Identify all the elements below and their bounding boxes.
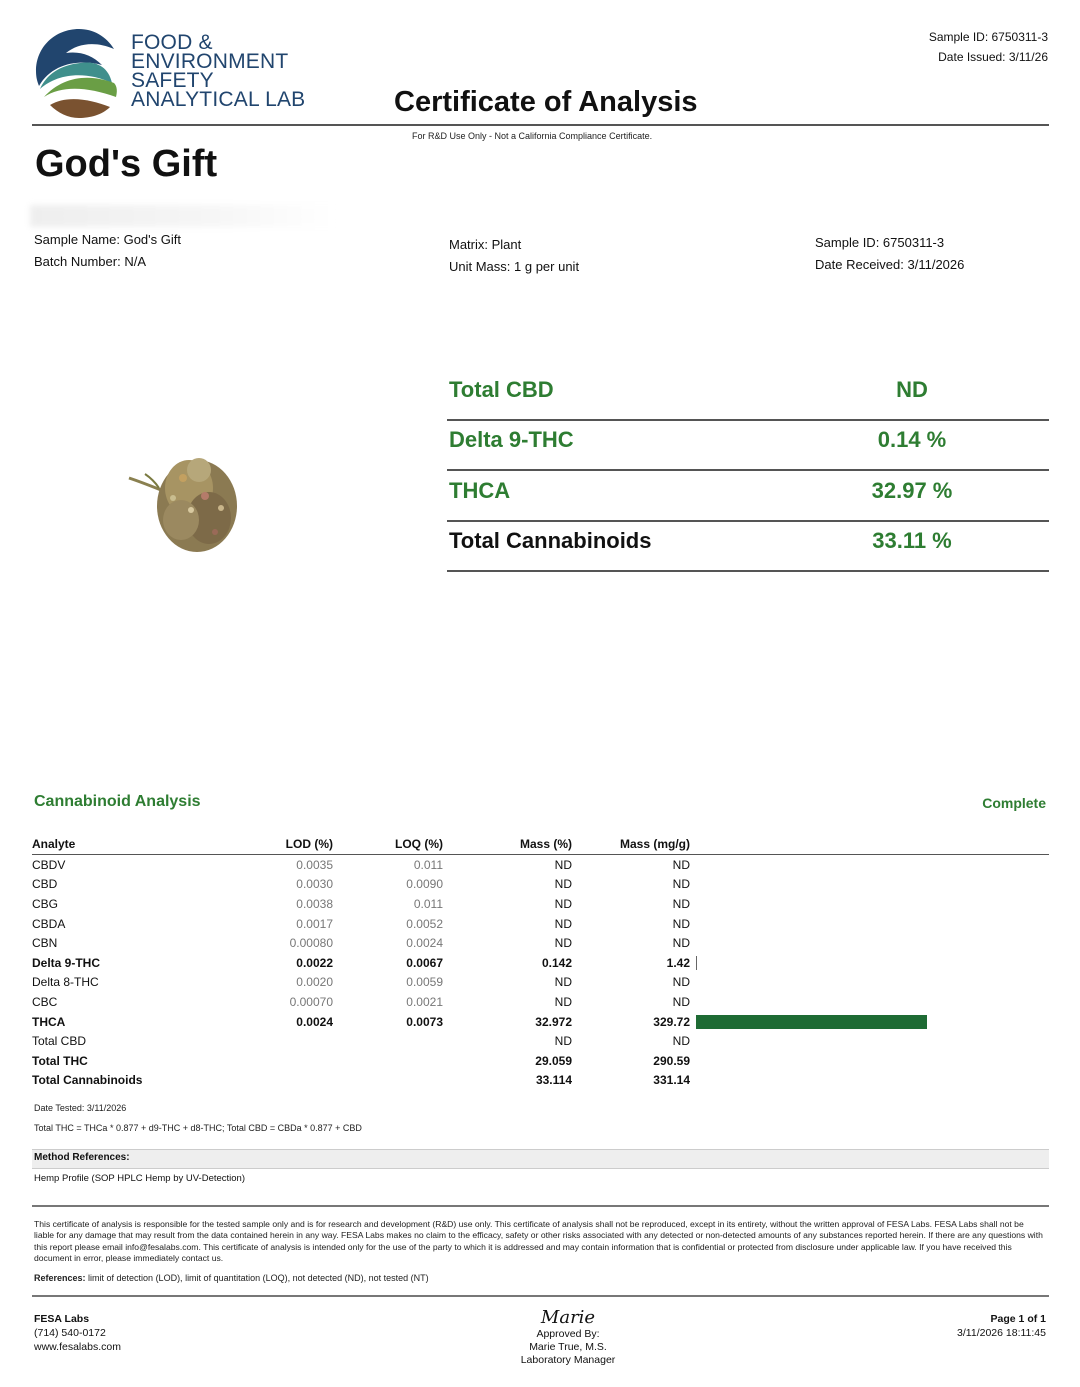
cell-mass-mg: ND (672, 896, 690, 911)
lab-name-line-1: FOOD & (131, 31, 213, 54)
footer-page-block (957, 1312, 1046, 1340)
cell-bar (690, 992, 1049, 1012)
cell-bar (690, 894, 1049, 914)
cell-lod: 0.00080 (289, 936, 333, 951)
cannabinoid-table (32, 836, 1049, 1090)
cell-mass-mg: ND (672, 994, 690, 1009)
footer-approval-block (488, 1308, 648, 1367)
cell-mass-mg: 290.59 (653, 1053, 690, 1068)
cell-mass-pct: ND (554, 896, 572, 911)
cell-loq (333, 1051, 443, 1071)
col-bar (690, 836, 1049, 855)
cell-analyte: Total Cannabinoids (32, 1073, 143, 1088)
cell-bar (690, 973, 1049, 993)
cell-bar (690, 933, 1049, 953)
cell-mass-pct: ND (554, 936, 572, 951)
table-row (32, 894, 1049, 914)
cell-mass-pct: 29.059 (535, 1053, 572, 1068)
summary-row-delta9-thc (447, 419, 1049, 471)
certificate-title: Certificate of Analysis (394, 86, 698, 118)
col-loq: LOQ (%) (333, 836, 443, 855)
mass-bar (696, 956, 697, 970)
cell-mass-pct: ND (554, 877, 572, 892)
cell-lod: 0.0022 (296, 955, 333, 970)
cell-analyte: Total CBD (32, 1034, 87, 1049)
analysis-title: Cannabinoid Analysis (34, 793, 201, 810)
cell-mass-pct: 0.142 (541, 955, 572, 970)
date-tested: Date Tested: 3/11/2026 (34, 1103, 127, 1113)
summary-label: THCA (449, 478, 511, 503)
header-divider (32, 124, 1049, 126)
references-label: References: (34, 1273, 86, 1283)
cell-mass-pct: ND (554, 994, 572, 1009)
cell-lod: 0.0030 (296, 877, 333, 892)
col-analyte: Analyte (32, 836, 222, 855)
total-formula: Total THC = THCa * 0.877 + d9-THC + d8-THC; Total CBD = CBDa * 0.877 + CBD (34, 1123, 362, 1133)
approver-title: Laboratory Manager (520, 1354, 616, 1366)
sample-name: Sample Name: God's Gift (34, 232, 181, 247)
cell-lod (222, 1031, 333, 1051)
col-mass-mg: Mass (mg/g) (572, 836, 690, 855)
footer-company: FESA Labs (34, 1313, 90, 1325)
cell-mass-mg: 1.42 (666, 955, 690, 970)
info-column-middle (449, 234, 579, 278)
cell-loq: 0.0021 (406, 994, 443, 1009)
cell-analyte: CBN (32, 936, 58, 951)
info-column-right (815, 232, 964, 276)
col-lod: LOD (%) (222, 836, 333, 855)
table-body (32, 855, 1049, 1091)
footer-company-block (34, 1312, 121, 1354)
cell-loq: 0.011 (413, 896, 443, 911)
table-row (32, 953, 1049, 973)
table-row (32, 1012, 1049, 1032)
summary-value: 32.97 % (871, 478, 953, 503)
product-name: God's Gift (35, 143, 218, 185)
table-row (32, 1031, 1049, 1051)
disclaimer: This certificate of analysis is responsible for the tested sample only and is for research and development (R&D) use only. This certificate of analysis shall not be reproduced, except in its entirety, without the written approval of FESA Labs. FESA Labs shall not be liable for any damage that may result from the data contained herein in any way. FESA Labs makes no claim to the efficacy, safety or other risks associated with any detected or non-detected amounts of any substances reported herein. If there are any questions with this report please email info@fesalabs.com. This certificate of analysis is intended only for the use of the party to which it is addressed and may contain information that is confidential or protected from disclosure under applicable law. If you have received this document in error, please immediately contact us. (34, 1219, 1043, 1263)
method-label: Method References: (34, 1152, 130, 1163)
cell-loq (333, 1031, 443, 1051)
cell-loq: 0.0059 (406, 975, 443, 990)
cell-bar (690, 953, 1049, 973)
table-row (32, 973, 1049, 993)
references-text: limit of detection (LOD), limit of quantitation (LOQ), not detected (ND), not tested (NT) (85, 1273, 429, 1283)
summary-label: Total CBD (449, 377, 554, 402)
cell-mass-pct: ND (554, 857, 572, 872)
cell-analyte: Delta 8-THC (32, 975, 99, 990)
batch-number: Batch Number: N/A (34, 254, 146, 269)
summary-row-total-cbd (447, 369, 1049, 421)
method-bar (32, 1149, 1049, 1169)
cell-lod (222, 1071, 333, 1091)
table-row (32, 914, 1049, 934)
table-row (32, 1051, 1049, 1071)
cell-analyte: CBG (32, 896, 59, 911)
approved-by: Approved By: (536, 1328, 600, 1340)
table-row (32, 933, 1049, 953)
page-number: Page 1 of 1 (990, 1313, 1046, 1325)
info-sample-id: Sample ID: 6750311-3 (815, 235, 945, 250)
cell-mass-pct: 32.972 (535, 1014, 572, 1029)
cell-mass-pct: ND (554, 916, 572, 931)
summary-label: Delta 9-THC (449, 427, 574, 452)
summary-label: Total Cannabinoids (449, 528, 652, 553)
date-received: Date Received: 3/11/2026 (815, 257, 965, 272)
header-meta (929, 27, 1048, 67)
cell-lod: 0.0017 (296, 916, 333, 931)
cell-mass-mg: ND (672, 1034, 690, 1049)
lab-logo-text (131, 33, 305, 109)
cell-analyte: CBDA (32, 916, 66, 931)
col-mass-pct: Mass (%) (443, 836, 572, 855)
header-sample-id: Sample ID: 6750311-3 (928, 30, 1048, 44)
footer-divider (32, 1295, 1049, 1297)
cell-lod: 0.0035 (296, 857, 333, 872)
table-row (32, 1071, 1049, 1091)
table-row (32, 992, 1049, 1012)
cell-mass-mg: ND (672, 936, 690, 951)
cell-analyte: CBDV (32, 857, 66, 872)
cell-mass-pct: ND (554, 975, 572, 990)
footer-website: www.fesalabs.com (34, 1341, 121, 1353)
cell-analyte: Total THC (32, 1053, 88, 1068)
footer-phone: (714) 540-0172 (34, 1327, 106, 1339)
cell-analyte: THCA (32, 1014, 66, 1029)
cell-loq: 0.0024 (406, 936, 443, 951)
cell-loq (333, 1071, 443, 1091)
cell-analyte: Delta 9-THC (32, 955, 101, 970)
cell-loq: 0.0073 (406, 1014, 443, 1029)
unit-mass: Unit Mass: 1 g per unit (449, 259, 580, 274)
cell-lod: 0.0038 (296, 896, 333, 911)
product-photo (125, 448, 245, 556)
cell-loq: 0.0052 (406, 916, 443, 931)
approver-name: Marie True, M.S. (529, 1341, 607, 1353)
cell-mass-mg: 329.72 (653, 1014, 690, 1029)
cell-loq: 0.011 (413, 857, 443, 872)
lab-name-line-2: ENVIRONMENT (131, 50, 289, 73)
cell-bar (690, 1031, 1049, 1051)
lab-name-line-3: SAFETY (131, 69, 214, 92)
cell-mass-mg: ND (672, 857, 690, 872)
method-text: Hemp Profile (SOP HPLC Hemp by UV-Detection) (34, 1173, 246, 1184)
divider (32, 1205, 1049, 1207)
redacted-area (30, 205, 335, 227)
info-column-left (34, 229, 181, 273)
rnd-note: For R&D Use Only - Not a California Compliance Certificate. (412, 131, 653, 141)
cell-bar (690, 1012, 1049, 1032)
cell-mass-pct: 33.114 (535, 1073, 572, 1088)
header-date-issued: Date Issued: 3/11/26 (938, 50, 1048, 64)
summary-row-thca (447, 470, 1049, 522)
cell-bar (690, 914, 1049, 934)
cell-bar (690, 1051, 1049, 1071)
cell-loq: 0.0067 (406, 955, 443, 970)
cell-lod (222, 1051, 333, 1071)
cell-bar (690, 1071, 1049, 1091)
cell-lod: 0.00070 (289, 994, 333, 1009)
mass-bar (696, 1015, 927, 1029)
references (34, 1273, 429, 1283)
cell-analyte: CBC (32, 994, 58, 1009)
table-row (32, 875, 1049, 895)
cell-mass-mg: ND (672, 975, 690, 990)
summary-row-total-cannabinoids (447, 520, 1049, 572)
matrix: Matrix: Plant (449, 237, 522, 252)
cell-loq: 0.0090 (406, 877, 443, 892)
cell-lod: 0.0024 (296, 1014, 333, 1029)
cell-lod: 0.0020 (296, 975, 333, 990)
footer-timestamp: 3/11/2026 18:11:45 (957, 1327, 1046, 1339)
cell-mass-mg: ND (672, 877, 690, 892)
cell-bar (690, 855, 1049, 875)
cell-bar (690, 875, 1049, 895)
lab-logo-icon (30, 25, 128, 119)
cell-analyte: CBD (32, 877, 58, 892)
summary-value: 0.14 % (877, 427, 947, 452)
table-row (32, 855, 1049, 875)
cell-mass-mg: 331.14 (653, 1073, 690, 1088)
cell-mass-pct: ND (554, 1034, 572, 1049)
table-header-row (32, 836, 1049, 855)
summary-value: ND (896, 377, 928, 402)
analysis-status: Complete (982, 795, 1046, 811)
signature: Marie (540, 1307, 596, 1328)
lab-name-line-4: ANALYTICAL LAB (131, 88, 306, 111)
summary-value: 33.11 % (872, 528, 952, 553)
cell-mass-mg: ND (672, 916, 690, 931)
